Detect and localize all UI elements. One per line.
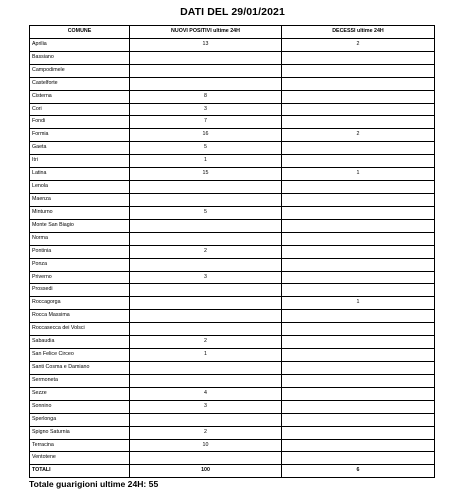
table-row [30, 258, 435, 271]
cell-comune: Rocca Massima [30, 310, 130, 323]
totals-label: TOTALI [30, 465, 130, 478]
cell-comune: Sabaudia [30, 336, 130, 349]
cell-nuovi-positivi: 2 [130, 245, 282, 258]
table-row [30, 439, 435, 452]
cell-decessi [282, 349, 435, 362]
cell-decessi [282, 51, 435, 64]
totals-row [30, 465, 435, 478]
cell-comune: San Felice Circeo [30, 349, 130, 362]
cell-decessi [282, 310, 435, 323]
cell-nuovi-positivi [130, 374, 282, 387]
cell-decessi [282, 387, 435, 400]
table-row [30, 297, 435, 310]
cell-nuovi-positivi: 3 [130, 271, 282, 284]
cell-comune: Spigno Saturnia [30, 426, 130, 439]
cell-decessi [282, 103, 435, 116]
cell-nuovi-positivi [130, 258, 282, 271]
cell-comune: Gaeta [30, 142, 130, 155]
header-nuovi-positivi: NUOVI POSITIVI ultime 24H [130, 26, 282, 39]
header-decessi: DECESSI ultime 24H [282, 26, 435, 39]
table-row [30, 271, 435, 284]
cell-nuovi-positivi [130, 413, 282, 426]
cell-comune: Castelforte [30, 77, 130, 90]
cell-decessi [282, 64, 435, 77]
cell-comune: Minturno [30, 206, 130, 219]
cell-nuovi-positivi: 15 [130, 168, 282, 181]
cell-decessi [282, 426, 435, 439]
cell-decessi [282, 219, 435, 232]
table-row [30, 374, 435, 387]
cell-comune: Norma [30, 232, 130, 245]
table-row [30, 336, 435, 349]
cell-decessi: 1 [282, 168, 435, 181]
cell-comune: Monte San Biagio [30, 219, 130, 232]
cell-nuovi-positivi [130, 181, 282, 194]
table-row [30, 387, 435, 400]
cell-nuovi-positivi [130, 452, 282, 465]
cell-nuovi-positivi: 5 [130, 206, 282, 219]
cell-nuovi-positivi: 3 [130, 103, 282, 116]
table-row [30, 232, 435, 245]
totals-positivi: 100 [130, 465, 282, 478]
cell-nuovi-positivi [130, 64, 282, 77]
table-row [30, 400, 435, 413]
cell-nuovi-positivi: 2 [130, 426, 282, 439]
cell-decessi [282, 271, 435, 284]
cell-nuovi-positivi [130, 219, 282, 232]
cell-comune: Roccasecca dei Volsci [30, 323, 130, 336]
cell-comune: Lenola [30, 181, 130, 194]
table-row [30, 206, 435, 219]
cell-decessi [282, 206, 435, 219]
cell-decessi [282, 452, 435, 465]
table-row [30, 155, 435, 168]
cell-comune: Fondi [30, 116, 130, 129]
cell-comune: Maenza [30, 193, 130, 206]
cell-decessi [282, 90, 435, 103]
cell-nuovi-positivi: 10 [130, 439, 282, 452]
cell-nuovi-positivi [130, 232, 282, 245]
cell-nuovi-positivi: 2 [130, 336, 282, 349]
cell-comune: Sonnino [30, 400, 130, 413]
cell-decessi [282, 400, 435, 413]
cell-comune: Priverno [30, 271, 130, 284]
total-recoveries: Totale guarigioni ultime 24H: 55 [29, 479, 159, 489]
covid-data-table [29, 25, 435, 478]
cell-comune: Bassiano [30, 51, 130, 64]
table-row [30, 323, 435, 336]
cell-nuovi-positivi [130, 193, 282, 206]
cell-nuovi-positivi [130, 297, 282, 310]
table-row [30, 38, 435, 51]
cell-nuovi-positivi: 4 [130, 387, 282, 400]
cell-nuovi-positivi: 1 [130, 155, 282, 168]
table-header-row [30, 26, 435, 39]
table-row [30, 64, 435, 77]
cell-decessi: 1 [282, 297, 435, 310]
cell-nuovi-positivi [130, 77, 282, 90]
table-row [30, 142, 435, 155]
table-row [30, 452, 435, 465]
cell-decessi [282, 245, 435, 258]
cell-decessi [282, 439, 435, 452]
cell-decessi [282, 181, 435, 194]
cell-decessi [282, 116, 435, 129]
table-row [30, 129, 435, 142]
cell-nuovi-positivi: 16 [130, 129, 282, 142]
cell-decessi [282, 284, 435, 297]
cell-nuovi-positivi [130, 361, 282, 374]
cell-nuovi-positivi [130, 310, 282, 323]
table-row [30, 349, 435, 362]
cell-decessi [282, 155, 435, 168]
cell-nuovi-positivi: 1 [130, 349, 282, 362]
table-body [30, 38, 435, 464]
table-row [30, 103, 435, 116]
cell-nuovi-positivi: 3 [130, 400, 282, 413]
cell-comune: Campodimele [30, 64, 130, 77]
cell-comune: Sperlonga [30, 413, 130, 426]
table-row [30, 426, 435, 439]
cell-decessi [282, 323, 435, 336]
cell-comune: Terracina [30, 439, 130, 452]
cell-decessi [282, 361, 435, 374]
cell-comune: Ventotene [30, 452, 130, 465]
cell-decessi [282, 142, 435, 155]
cell-comune: Formia [30, 129, 130, 142]
totals-decessi: 6 [282, 465, 435, 478]
cell-comune: Roccagorga [30, 297, 130, 310]
table-row [30, 90, 435, 103]
table-row [30, 193, 435, 206]
cell-decessi [282, 258, 435, 271]
header-comune: COMUNE [30, 26, 130, 39]
cell-nuovi-positivi: 7 [130, 116, 282, 129]
table-row [30, 413, 435, 426]
table-row [30, 116, 435, 129]
cell-nuovi-positivi: 13 [130, 38, 282, 51]
cell-decessi [282, 193, 435, 206]
cell-comune: Sermoneta [30, 374, 130, 387]
cell-decessi [282, 336, 435, 349]
cell-nuovi-positivi [130, 284, 282, 297]
cell-nuovi-positivi [130, 323, 282, 336]
table-row [30, 168, 435, 181]
cell-comune: Aprilia [30, 38, 130, 51]
cell-comune: Pontinia [30, 245, 130, 258]
document-title: DATI DEL 29/01/2021 [180, 6, 285, 18]
cell-nuovi-positivi: 8 [130, 90, 282, 103]
table-row [30, 284, 435, 297]
cell-comune: Latina [30, 168, 130, 181]
table-row [30, 51, 435, 64]
table-row [30, 361, 435, 374]
table-row [30, 219, 435, 232]
cell-nuovi-positivi [130, 51, 282, 64]
cell-decessi: 2 [282, 129, 435, 142]
cell-decessi [282, 413, 435, 426]
cell-decessi: 2 [282, 38, 435, 51]
cell-decessi [282, 232, 435, 245]
cell-nuovi-positivi: 5 [130, 142, 282, 155]
cell-comune: Prossedi [30, 284, 130, 297]
cell-comune: Itri [30, 155, 130, 168]
cell-comune: Ponza [30, 258, 130, 271]
table-row [30, 181, 435, 194]
cell-comune: Santi Cosma e Damiano [30, 361, 130, 374]
table-row [30, 310, 435, 323]
cell-comune: Cisterna [30, 90, 130, 103]
cell-decessi [282, 77, 435, 90]
cell-decessi [282, 374, 435, 387]
table-row [30, 245, 435, 258]
table-row [30, 77, 435, 90]
cell-comune: Cori [30, 103, 130, 116]
cell-comune: Sezze [30, 387, 130, 400]
